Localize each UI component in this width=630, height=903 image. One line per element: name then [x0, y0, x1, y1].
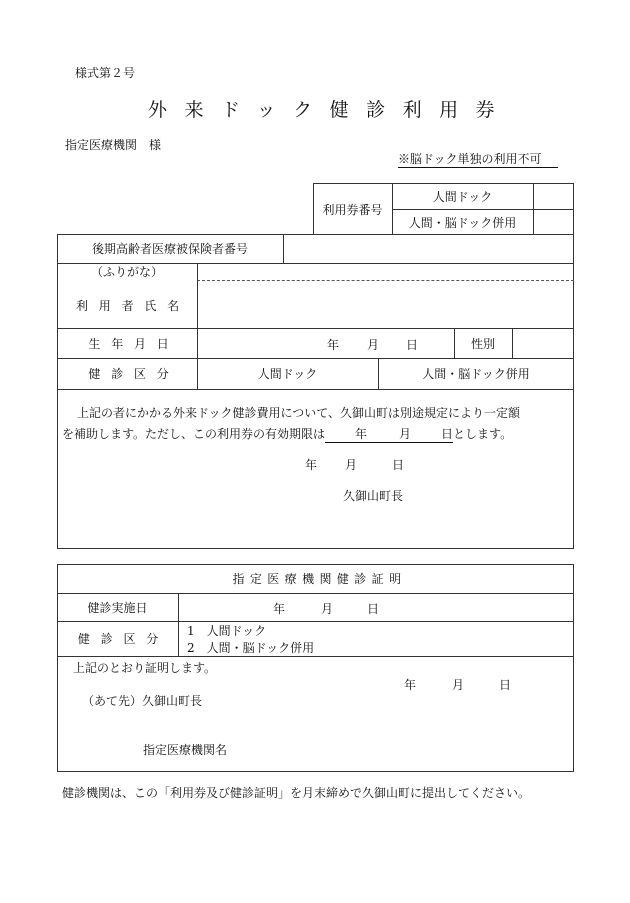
page-title: 外来ドック健診利用券	[148, 99, 513, 121]
body-text-line-2-start: を補助します。ただし、この利用券の有効期限は	[62, 427, 326, 441]
voucher-type-human-brain-dock: 人間・脳ドック併用	[408, 215, 517, 230]
validity-month: 月	[367, 425, 411, 443]
cert-date-year: 年	[273, 602, 286, 616]
furigana-field[interactable]	[198, 264, 573, 279]
checkup-type-human-brain-dock[interactable]: 人間・脳ドック併用	[422, 367, 530, 381]
cert-date-month: 月	[321, 602, 334, 616]
furigana-label: （ふりがな）	[90, 265, 163, 279]
issue-day: 日	[392, 458, 405, 472]
birth-year: 年	[327, 338, 340, 352]
insured-number-label: 後期高齢者医療被保険者番号	[91, 242, 248, 256]
body-text-line-2-end: とします。	[453, 427, 513, 441]
cert-institution-label: 指定医療機関名	[143, 743, 228, 757]
validity-year: 年	[325, 425, 367, 443]
issuer-mayor: 久御山町長	[343, 489, 404, 503]
cert-date-label: 健診実施日	[87, 600, 148, 615]
sex-label: 性別	[470, 336, 495, 351]
cert-year: 年	[404, 678, 417, 692]
voucher-number-field-1[interactable]	[534, 184, 573, 208]
cert-institution-field[interactable]	[250, 734, 560, 764]
issue-year: 年	[305, 458, 318, 472]
cert-type-label: 健診区分	[77, 632, 170, 646]
form-number: 様式第２号	[75, 66, 136, 80]
user-name-field[interactable]	[198, 281, 573, 327]
cert-option-human-dock[interactable]: 1 人間ドック	[187, 624, 267, 638]
cert-month: 月	[452, 678, 465, 692]
validity-day: 日	[411, 425, 453, 443]
checkup-type-label: 健診区分	[88, 367, 180, 381]
checkup-type-human-dock[interactable]: 人間ドック	[257, 367, 318, 381]
cert-title: 指定医療機関健診証明	[232, 572, 407, 586]
cert-addressee: （あて先）久御山町長	[82, 694, 203, 708]
footer-instruction: 健診機関は、この「利用券及び健診証明」を月末締めで久御山町に提出してください。	[62, 786, 531, 800]
designated-institution-addressee: 指定医療機関 様	[65, 138, 162, 152]
body-text-line-2	[62, 425, 512, 443]
notice-underline	[398, 167, 558, 168]
voucher-number-label: 利用券番号	[322, 202, 383, 217]
birth-date-label: 生年月日	[88, 336, 180, 351]
cert-option-human-brain-dock[interactable]: 2 人間・脳ドック併用	[187, 641, 315, 655]
voucher-type-human-dock: 人間ドック	[432, 189, 493, 204]
insured-number-field[interactable]	[284, 235, 573, 262]
issue-month: 月	[345, 458, 358, 472]
voucher-number-field-2[interactable]	[534, 210, 573, 234]
notice-brain-dock-only: ※脳ドック単独の利用不可	[398, 152, 542, 166]
sex-field[interactable]	[513, 329, 573, 357]
birth-month: 月	[367, 338, 380, 352]
cert-date-day: 日	[367, 602, 380, 616]
cert-statement: 上記のとおり証明します。	[73, 661, 217, 675]
body-text-line-1: 上記の者にかかる外来ドック健診費用について、久御山町は別途規定により一定額	[77, 406, 521, 420]
cert-day: 日	[499, 678, 512, 692]
birth-day: 日	[406, 338, 419, 352]
user-name-label: 利用者氏名	[75, 298, 190, 313]
